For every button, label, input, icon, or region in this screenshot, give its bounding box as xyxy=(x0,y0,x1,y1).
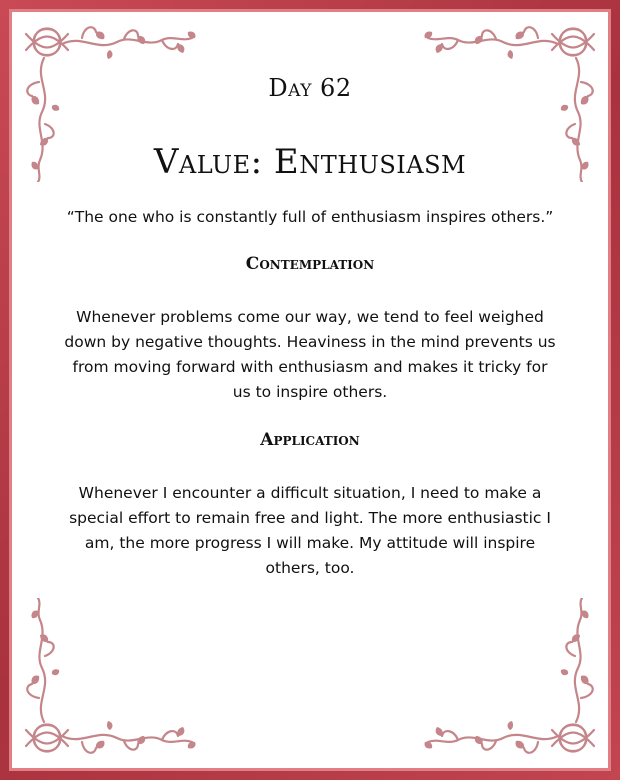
quote: “The one who is constantly full of enthusiasm inspires others.” xyxy=(66,208,554,226)
corner-ornament-bottom-right xyxy=(418,598,608,768)
inner-frame xyxy=(9,9,611,771)
corner-ornament-bottom-left xyxy=(12,598,202,768)
day-number: Day 62 xyxy=(268,74,352,102)
section-heading-application: Application xyxy=(260,430,360,450)
section-body-contemplation: Whenever problems come our way, we tend to feel weighed down by negative thoughts. Heaviness in the mind prevents us from moving forward with enthusiasm and makes it tricky for us to inspire others. xyxy=(64,308,556,401)
paper xyxy=(12,12,608,768)
section-body-application: Whenever I encounter a difficult situation, I need to make a special effort to remain free and light. The more enthusiastic I am, the more progress I will make. My attitude will inspire others, too. xyxy=(69,484,551,577)
page-title: Value: Enthusiasm xyxy=(153,142,467,182)
section-heading-contemplation: Contemplation xyxy=(245,254,375,274)
